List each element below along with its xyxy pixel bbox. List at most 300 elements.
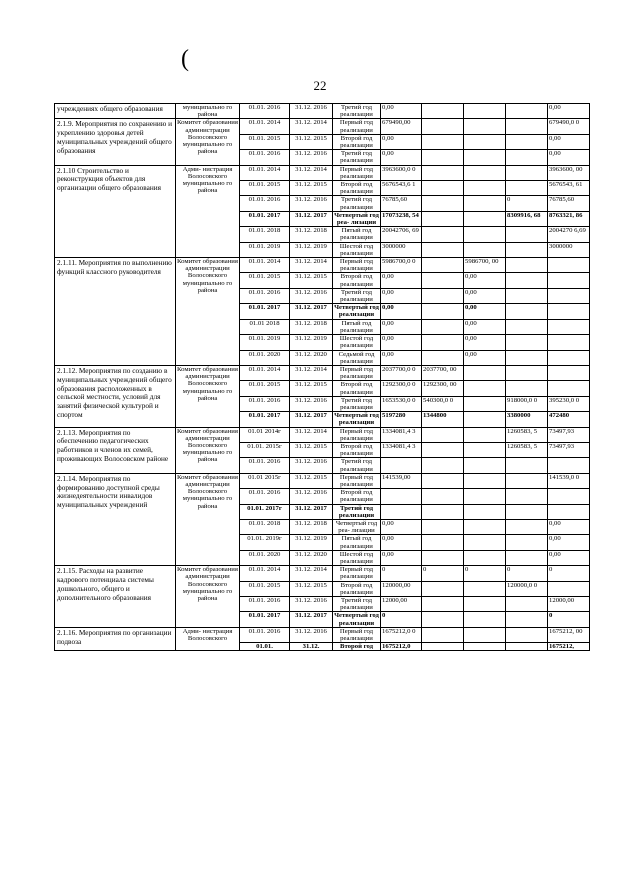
cell-regional xyxy=(464,165,506,180)
cell-total: 0 xyxy=(381,566,422,581)
cell-start-date: 01.01. 2016 xyxy=(240,196,290,211)
cell-local: 73497,93 xyxy=(548,427,590,442)
cell-regional xyxy=(464,119,506,134)
cell-end-date: 31.12. 2017 xyxy=(290,304,333,319)
cell-regional xyxy=(464,181,506,196)
cell-total: 1653530,0 0 xyxy=(381,396,422,411)
cell-responsible-org: Адми- нистрация Волосовского муниципально го района xyxy=(176,165,240,257)
cell-regional-2 xyxy=(506,104,548,119)
cell-local xyxy=(548,504,590,519)
cell-start-date: 01.01. 2020 xyxy=(240,550,290,565)
cell-period: Четвертый год реализации xyxy=(334,412,379,427)
table-row xyxy=(55,427,590,442)
cell-regional xyxy=(464,535,506,550)
cell-regional: 0,00 xyxy=(464,335,506,350)
cell-measure-description: 2.1.9. Мероприятия по сохранению и укреплению здоровья детей муниципальных учреждений общего образования xyxy=(55,119,176,165)
cell-regional-2 xyxy=(506,550,548,565)
cell-total: 17073238, 54 xyxy=(381,211,422,226)
cell-federal xyxy=(422,335,464,350)
cell-regional xyxy=(464,643,506,651)
cell-total: 0,00 xyxy=(381,550,422,565)
cell-end-date: 31.12. 2018 xyxy=(290,227,333,242)
cell-total: 0,00 xyxy=(381,150,422,165)
cell-end-date: 31.12. xyxy=(290,643,333,651)
cell-regional-2 xyxy=(506,458,548,473)
cell-period: Шестой год реализации xyxy=(333,242,381,257)
cell-regional xyxy=(464,597,506,612)
cell-local: 0 xyxy=(548,612,590,627)
cell-period: Шестой год реализации xyxy=(333,335,381,350)
cell-local xyxy=(548,489,590,504)
cell-end-date: 31.12. 2016 xyxy=(290,597,333,612)
cell-federal xyxy=(422,273,464,288)
cell-local: 0,00 xyxy=(548,104,590,119)
table-row xyxy=(55,258,590,273)
table-row xyxy=(55,365,590,380)
cell-regional-2 xyxy=(506,150,548,165)
cell-end-date: 31.12. 2019 xyxy=(290,335,333,350)
cell-regional xyxy=(464,396,506,411)
cell-regional-2: 8309916, 68 xyxy=(506,211,548,226)
cell-end-date: 31.12. 2015 xyxy=(290,581,333,596)
cell-regional-2 xyxy=(506,119,548,134)
cell-federal xyxy=(422,350,464,365)
cell-total: 1292300,0 0 xyxy=(381,381,422,396)
cell-federal xyxy=(422,643,464,651)
cell-local xyxy=(548,350,590,365)
cell-end-date: 31.12. 2015 xyxy=(290,181,333,196)
cell-start-date: 01.01. 2017 xyxy=(240,612,290,627)
cell-period: Второй год xyxy=(333,643,381,651)
cell-regional-2 xyxy=(506,597,548,612)
cell-federal xyxy=(422,442,464,457)
cell-start-date: 01.01. 2017 xyxy=(240,304,290,319)
cell-start-date: 01.01. 2019 xyxy=(240,242,290,257)
cell-federal xyxy=(422,612,464,627)
cell-regional-2 xyxy=(506,350,548,365)
cell-regional-2 xyxy=(506,365,548,380)
cell-regional: 0,00 xyxy=(464,304,506,319)
cell-start-date: 01.01. 2016 xyxy=(240,150,290,165)
cell-federal xyxy=(422,211,464,226)
cell-start-date: 01.01. 2014 xyxy=(240,566,290,581)
cell-federal xyxy=(422,119,464,134)
cell-local: 73497,93 xyxy=(548,442,590,457)
table-row xyxy=(55,119,590,134)
cell-end-date: 31.12. 2018 xyxy=(290,319,333,334)
cell-end-date: 31.12. 2016 xyxy=(290,104,333,119)
cell-start-date: 01.01. 2017г xyxy=(240,504,290,519)
cell-regional xyxy=(464,211,506,226)
cell-end-date: 31.12. 2016 xyxy=(290,627,333,642)
cell-local: 3000000 xyxy=(548,242,590,257)
cell-period: Пятый год реализации xyxy=(333,227,381,242)
cell-regional-2 xyxy=(506,381,548,396)
cell-regional xyxy=(464,242,506,257)
cell-start-date: 01.01. 2016 xyxy=(240,458,290,473)
cell-total: 76785,60 xyxy=(381,196,422,211)
cell-responsible-org: Комитет образования администрации Волосовского муниципально го района xyxy=(176,566,240,628)
cell-start-date: 01.01. 2014 xyxy=(240,165,290,180)
cell-regional xyxy=(464,227,506,242)
cell-local xyxy=(548,273,590,288)
cell-start-date: 01.01. 2016 xyxy=(240,396,290,411)
cell-federal xyxy=(422,196,464,211)
cell-federal xyxy=(422,181,464,196)
cell-local: 0 xyxy=(548,566,590,581)
cell-local: 472480 xyxy=(548,412,590,427)
cell-regional xyxy=(464,150,506,165)
cell-regional xyxy=(464,104,506,119)
cell-end-date: 31.12. 2019 xyxy=(290,535,333,550)
cell-federal xyxy=(422,535,464,550)
cell-federal xyxy=(422,150,464,165)
cell-federal xyxy=(422,427,464,442)
cell-end-date: 31.12. 2014 xyxy=(290,427,333,442)
cell-start-date: 01.01. 2018 xyxy=(240,227,290,242)
cell-period: Пятый год реализации xyxy=(333,535,381,550)
cell-local: 0,00 xyxy=(548,550,590,565)
cell-end-date: 31.12. 2016 xyxy=(290,150,333,165)
cell-local xyxy=(548,365,590,380)
cell-regional-2 xyxy=(506,504,548,519)
cell-federal xyxy=(422,134,464,149)
cell-regional: 0 xyxy=(464,566,506,581)
cell-period: Первый год реализации xyxy=(333,627,381,642)
cell-start-date: 01.01. 2015 xyxy=(240,273,290,288)
cell-regional-2 xyxy=(506,489,548,504)
cell-period: Первый год реализации xyxy=(333,566,381,581)
cell-measure-description: 2.1.10 Строительство и реконструкция объектов для организации общего образования xyxy=(55,165,176,257)
cell-regional-2: 918000,0 0 xyxy=(506,396,548,411)
cell-federal xyxy=(422,319,464,334)
cell-total: 5676543,6 1 xyxy=(381,181,422,196)
cell-start-date: 01.01. 2015г xyxy=(240,442,290,457)
cell-regional xyxy=(464,458,506,473)
cell-local: 679490,0 0 xyxy=(548,119,590,134)
cell-measure-description: 2.1.15. Расходы на развитие кадрового потенциала системы дошкольного, общего и дополнительного образования xyxy=(55,566,176,628)
cell-federal: 0 xyxy=(422,566,464,581)
cell-federal xyxy=(422,258,464,273)
cell-end-date: 31.12. 2016 xyxy=(290,288,333,303)
cell-total: 0,00 xyxy=(381,535,422,550)
cell-local: 12000,00 xyxy=(548,597,590,612)
cell-responsible-org: Адми- нистрация Волосовского xyxy=(176,627,240,651)
cell-regional xyxy=(464,196,506,211)
cell-local xyxy=(548,288,590,303)
cell-total: 0 xyxy=(381,612,422,627)
cell-total: 0,00 xyxy=(381,304,422,319)
cell-start-date: 01.01. 2020 xyxy=(240,350,290,365)
cell-total xyxy=(381,489,422,504)
cell-period: Третий год реализации xyxy=(333,597,381,612)
cell-regional xyxy=(464,134,506,149)
cell-regional-2 xyxy=(506,643,548,651)
cell-federal xyxy=(422,597,464,612)
cell-federal: 1292300, 00 xyxy=(422,381,464,396)
cell-federal xyxy=(422,627,464,642)
cell-responsible-org: Комитет образования администрации Волосовского муниципально го района xyxy=(176,427,240,473)
cell-local: 141539,0 0 xyxy=(548,473,590,488)
cell-end-date: 31.12. 2016 xyxy=(290,458,333,473)
cell-total: 5986700,0 0 xyxy=(381,258,422,273)
cell-start-date: 01.01. 2016 xyxy=(240,104,290,119)
cell-local xyxy=(548,335,590,350)
cell-local: 2004270 6,69 xyxy=(548,227,590,242)
cell-end-date: 31.12. 2019 xyxy=(290,242,333,257)
cell-total: 0,00 xyxy=(381,350,422,365)
cell-end-date: 31.12. 2017 xyxy=(290,504,333,519)
cell-regional: 5986700, 00 xyxy=(464,258,506,273)
cell-period: Второй год реализации xyxy=(333,381,381,396)
cell-responsible-org: Комитет образования администрации Волосовского муниципально го района xyxy=(176,473,240,565)
cell-period: Третий год реализации xyxy=(333,288,381,303)
table-row xyxy=(55,566,590,581)
cell-start-date: 01.01. 2016 xyxy=(240,288,290,303)
cell-federal xyxy=(422,288,464,303)
cell-federal xyxy=(422,227,464,242)
cell-end-date: 31.12. 2014 xyxy=(290,119,333,134)
cell-federal xyxy=(422,242,464,257)
cell-total: 1675212,0 0 xyxy=(381,627,422,642)
cell-end-date: 31.12. 2015 xyxy=(290,442,333,457)
cell-start-date: 01.01 2018 xyxy=(240,319,290,334)
cell-regional xyxy=(464,519,506,534)
cell-start-date: 01.01. 2015 xyxy=(240,381,290,396)
cell-end-date: 31.12. 2017 xyxy=(290,412,333,427)
cell-regional-2 xyxy=(506,627,548,642)
cell-period: Пятый год реализации xyxy=(333,319,381,334)
cell-end-date: 31.12. 2015 xyxy=(290,381,333,396)
cell-regional-2 xyxy=(506,181,548,196)
cell-total: 1334081,4 3 xyxy=(381,442,422,457)
cell-federal xyxy=(422,550,464,565)
cell-total: 120000,00 xyxy=(381,581,422,596)
cell-start-date: 01.01. 2014 xyxy=(240,119,290,134)
cell-local xyxy=(548,319,590,334)
cell-start-date: 01.01. 2014 xyxy=(240,365,290,380)
cell-total: 141539,00 xyxy=(381,473,422,488)
table-row xyxy=(55,473,590,488)
cell-local: 0,00 xyxy=(548,535,590,550)
cell-period: Третий год реализации xyxy=(333,104,381,119)
cell-responsible-org: Комитет образования администрации Волосовского муниципально го района xyxy=(176,365,240,427)
cell-regional-2 xyxy=(506,473,548,488)
table-body xyxy=(55,104,590,651)
table-row xyxy=(55,104,590,119)
cell-local: 0,00 xyxy=(548,134,590,149)
cell-start-date: 01.01. 2014 xyxy=(240,258,290,273)
cell-end-date: 31.12. 2016 xyxy=(290,196,333,211)
cell-local: 76785,60 xyxy=(548,196,590,211)
cell-start-date: 01.01. 2016 xyxy=(240,597,290,612)
cell-federal: 1344800 xyxy=(422,412,464,427)
cell-start-date: 01.01. 2015 xyxy=(240,581,290,596)
cell-federal: 540300,0 0 xyxy=(422,396,464,411)
cell-measure-description: 2.1.11. Мероприятия по выполнению функций классного руководителя xyxy=(55,258,176,366)
cell-regional-2 xyxy=(506,258,548,273)
cell-local: 5676543, 61 xyxy=(548,181,590,196)
cell-total: 3963600,0 0 xyxy=(381,165,422,180)
cell-total: 0,00 xyxy=(381,104,422,119)
cell-end-date: 31.12. 2017 xyxy=(290,612,333,627)
cell-regional-2 xyxy=(506,612,548,627)
cell-regional-2 xyxy=(506,519,548,534)
cell-period: Второй год реализации xyxy=(333,489,381,504)
financing-table xyxy=(54,103,590,651)
cell-regional-2 xyxy=(506,242,548,257)
cell-end-date: 31.12. 2014 xyxy=(290,258,333,273)
cell-local xyxy=(548,581,590,596)
cell-start-date: 01.01. xyxy=(240,643,290,651)
cell-end-date: 31.12. 2015 xyxy=(290,473,333,488)
cell-total: 12000,00 xyxy=(381,597,422,612)
cell-regional-2 xyxy=(506,319,548,334)
cell-measure-description: 2.1.13. Мероприятия по обеспечению педагогических работников и членов их семей, проживающих Волосовском районе xyxy=(55,427,176,473)
cell-regional-2 xyxy=(506,535,548,550)
cell-regional: 0,00 xyxy=(464,350,506,365)
cell-start-date: 01.01. 2015 xyxy=(240,181,290,196)
cell-local: 1675212, xyxy=(548,643,590,651)
cell-total: 0,00 xyxy=(381,273,422,288)
cell-end-date: 31.12. 2014 xyxy=(290,566,333,581)
cell-end-date: 31.12. 2020 xyxy=(290,350,333,365)
cell-period: Первый год реализации xyxy=(333,473,381,488)
cell-regional xyxy=(464,381,506,396)
cell-regional-2 xyxy=(506,165,548,180)
cell-start-date: 01.01. 2015 xyxy=(240,134,290,149)
cell-federal xyxy=(422,458,464,473)
cell-period: Шестой год реализации xyxy=(333,550,381,565)
cell-regional-2 xyxy=(506,273,548,288)
cell-total: 3000000 xyxy=(381,242,422,257)
cell-measure-description: 2.1.12. Мероприятия по созданию в муниципальных учреждений общего образования расположенных в сельской местности, условий для занятий физической культурой и спортом xyxy=(55,365,176,427)
cell-total xyxy=(381,504,422,519)
cell-start-date: 01.01. 2017 xyxy=(240,412,290,427)
cell-regional xyxy=(464,489,506,504)
cell-start-date: 01.01. 2019г xyxy=(240,535,290,550)
cell-end-date: 31.12. 2016 xyxy=(290,489,333,504)
cell-period: Третий год реализации xyxy=(333,396,381,411)
cell-end-date: 31.12. 2016 xyxy=(290,396,333,411)
cell-total: 2037700,0 0 xyxy=(381,365,422,380)
cell-regional-2: 120000,0 0 xyxy=(506,581,548,596)
cell-local xyxy=(548,458,590,473)
cell-period: Второй год реализации xyxy=(333,134,381,149)
cell-period: Первый год реализации xyxy=(333,427,381,442)
cell-local: 3963600, 00 xyxy=(548,165,590,180)
cell-measure-description: учреждениях общего образования xyxy=(55,104,176,119)
cell-total: 0,00 xyxy=(381,519,422,534)
cell-end-date: 31.12. 2020 xyxy=(290,550,333,565)
cell-regional-2 xyxy=(506,335,548,350)
cell-total: 20042706, 69 xyxy=(381,227,422,242)
cell-federal xyxy=(422,473,464,488)
cell-start-date: 01.01. 2019 xyxy=(240,335,290,350)
cell-responsible-org: Комитет образования администрации Волосовского муниципально го района xyxy=(176,119,240,165)
cell-measure-description: 2.1.16. Мероприятия по организации подвоза xyxy=(55,627,176,651)
cell-regional xyxy=(464,427,506,442)
cell-responsible-org: Комитет образования администрации Волосовского муниципально го района xyxy=(176,258,240,366)
cell-end-date: 31.12. 2015 xyxy=(290,273,333,288)
cell-end-date: 31.12. 2018 xyxy=(290,519,333,534)
cell-regional xyxy=(464,473,506,488)
cell-local xyxy=(548,304,590,319)
cell-regional-2: 1260583, 5 xyxy=(506,442,548,457)
cell-federal xyxy=(422,519,464,534)
cell-federal: 2037700, 00 xyxy=(422,365,464,380)
cell-total: 0,00 xyxy=(381,288,422,303)
cell-regional xyxy=(464,412,506,427)
cell-period: Второй год реализации xyxy=(333,442,381,457)
cell-period: Второй год реализации xyxy=(333,581,381,596)
cell-start-date: 01.01. 2016 xyxy=(240,489,290,504)
cell-period: Седьмой год реализации xyxy=(333,350,381,365)
cell-local: 395230,0 0 xyxy=(548,396,590,411)
cell-federal xyxy=(422,504,464,519)
cell-total: 0,00 xyxy=(381,335,422,350)
cell-period: Четвертый год реа- лизации xyxy=(334,211,379,227)
table-row xyxy=(55,165,590,180)
cell-responsible-org: муниципально го района xyxy=(176,104,240,119)
cell-total: 0,00 xyxy=(381,134,422,149)
cell-period: Первый год реализации xyxy=(333,365,381,380)
cell-total: 679490,00 xyxy=(381,119,422,134)
cell-local: 0,00 xyxy=(548,150,590,165)
cell-end-date: 31.12. 2017 xyxy=(290,211,333,226)
cell-regional-2: 1260583, 5 xyxy=(506,427,548,442)
handwritten-parenthesis: ( xyxy=(181,46,189,72)
cell-regional xyxy=(464,504,506,519)
page-number: 22 xyxy=(313,78,327,93)
cell-federal xyxy=(422,165,464,180)
cell-start-date: 01.01. 2016 xyxy=(240,627,290,642)
cell-total: 1675212,0 xyxy=(381,643,422,651)
cell-regional xyxy=(464,365,506,380)
cell-regional: 0,00 xyxy=(464,288,506,303)
cell-regional xyxy=(464,612,506,627)
cell-regional-2: 0 xyxy=(506,566,548,581)
cell-period: Третий год реализации xyxy=(333,150,381,165)
cell-measure-description: 2.1.14. Мероприятия по формированию доступной среды жизнедеятельности инвалидов муниципальных учреждений xyxy=(55,473,176,565)
cell-regional xyxy=(464,442,506,457)
cell-local: 8763321, 86 xyxy=(548,211,590,226)
cell-start-date: 01.01. 2018 xyxy=(240,519,290,534)
cell-total xyxy=(381,458,422,473)
cell-period: Первый год реализации xyxy=(333,258,381,273)
cell-local: 0,00 xyxy=(548,519,590,534)
cell-regional xyxy=(464,627,506,642)
cell-local xyxy=(548,258,590,273)
cell-end-date: 31.12. 2015 xyxy=(290,134,333,149)
cell-period: Четвертый год реализации xyxy=(334,304,379,319)
cell-regional-2: 3380000 xyxy=(506,412,548,427)
cell-period: Первый год реализации xyxy=(333,165,381,180)
cell-end-date: 31.12. 2014 xyxy=(290,165,333,180)
cell-regional-2 xyxy=(506,288,548,303)
cell-regional xyxy=(464,581,506,596)
cell-regional-2 xyxy=(506,227,548,242)
cell-total: 5197280 xyxy=(381,412,422,427)
table-row xyxy=(55,627,590,642)
cell-federal xyxy=(422,581,464,596)
cell-period: Первый год реализации xyxy=(333,119,381,134)
cell-start-date: 01.01. 2017 xyxy=(240,211,290,226)
cell-end-date: 31.12. 2014 xyxy=(290,365,333,380)
cell-local: 1675212, 00 xyxy=(548,627,590,642)
cell-period: Второй год реализации xyxy=(333,181,381,196)
cell-period: Четвертый год реа- лизации xyxy=(333,519,381,534)
